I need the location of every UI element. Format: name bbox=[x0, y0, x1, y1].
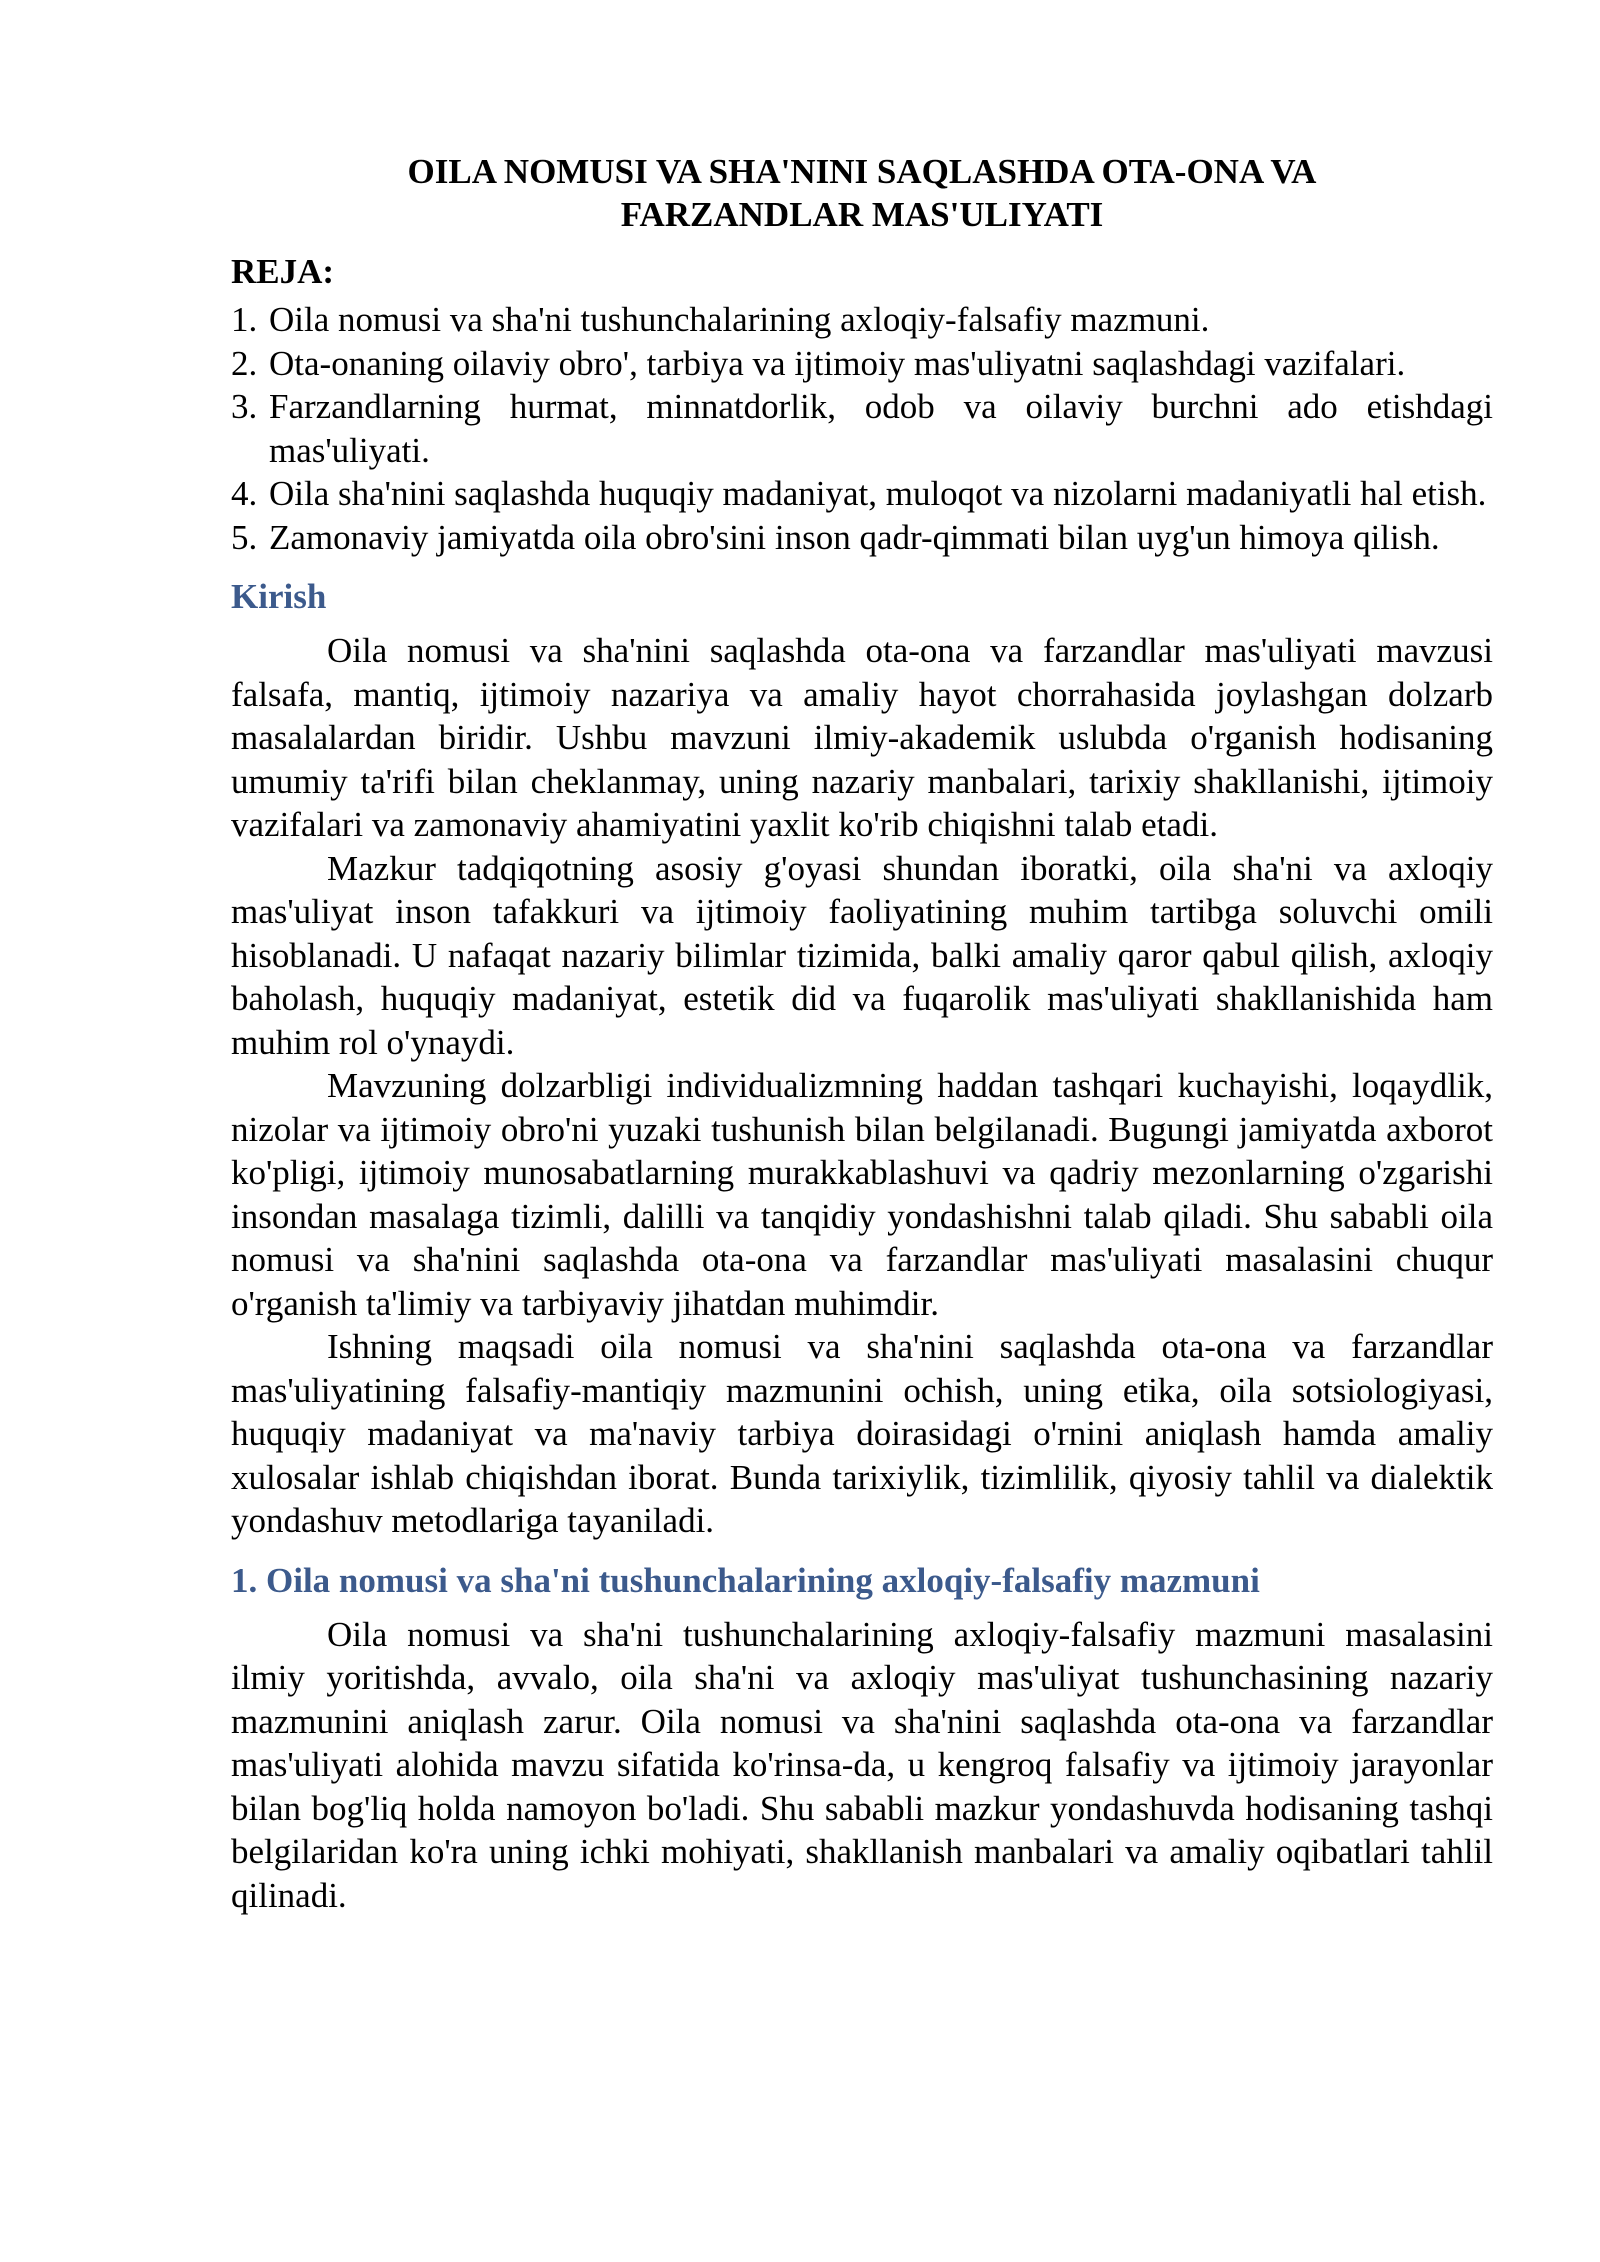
plan-item-text: Oila sha'nini saqlashda huquqiy madaniyat, muloqot va nizolarni madaniyatli hal etish. bbox=[269, 474, 1487, 513]
document-title-line-2: FARZANDLAR MAS'ULIYATI bbox=[620, 195, 1104, 234]
document-page bbox=[231, 150, 1493, 1935]
plan-item-text: Farzandlarning hurmat, minnatdorlik, odob va oilaviy burchni ado etishdagi mas'uliyati. bbox=[269, 387, 1493, 470]
intro-body bbox=[231, 629, 1493, 1543]
section-1-heading: 1. Oila nomusi va sha'ni tushunchalarining axloqiy-falsafiy mazmuni bbox=[231, 1560, 1260, 1600]
plan-item bbox=[231, 385, 1493, 472]
intro-paragraph: Ishning maqsadi oila nomusi va sha'nini saqlashda ota-ona va farzandlar mas'uliyatining falsafiy-mantiqiy mazmunini ochish, uning etika, oila sotsiologiyasi, huquqiy madaniyat va ma'naviy tarbiya doirasidagi o'rnini aniqlash hamda amaliy xulosalar ishlab chiqishdan iborat. Bunda tarixiylik, tizimlilik, qiyosiy tahlil va dialektik yondashuv metodlariga tayaniladi. bbox=[231, 1327, 1493, 1540]
intro-paragraph: Mavzuning dolzarbligi individualizmning haddan tashqari kuchayishi, loqaydlik, nizolar va ijtimoiy obro'ni yuzaki tushunish bilan belgilanadi. Bugungi jamiyatda axborot ko'pligi, ijtimoiy munosabatlarning murakkablashuvi va qadriy mezonlarning o'zgarishi insondan masalaga tizimli, dalilli va tanqidiy yondashishni talab qiladi. Shu sababli oila nomusi va sha'nini saqlashda ota-ona va farzandlar mas'uliyati masalasini chuqur o'rganish ta'limiy va tarbiyaviy jihatdan muhimdir. bbox=[231, 1066, 1493, 1323]
plan-item-text: Ota-onaning oilaviy obro', tarbiya va ijtimoiy mas'uliyatni saqlashdagi vazifalari. bbox=[269, 343, 1406, 383]
section-1-paragraph: Oila nomusi va sha'ni tushunchalarining axloqiy-falsafiy mazmuni masalasini ilmiy yoritishda, avvalo, oila sha'ni va axloqiy mas'uliyat tushunchasining nazariy mazmunini aniqlash zarur. Oila nomusi va sha'nini saqlashda ota-ona va farzandlar mas'uliyati alohida mavzu sifatida ko'rinsa-da, u kengroq falsafiy va ijtimoiy jarayonlar bilan bog'liq holda namoyon bo'ladi. Shu sababli mazkur yondashuvda hodisaning tashqi belgilaridan ko'ra uning ichki mohiyati, shakllanish manbalari va amaliy oqibatlari tahlil qilinadi. bbox=[231, 1614, 1493, 1915]
document-title bbox=[231, 150, 1493, 236]
plan-item-number: 2. bbox=[231, 343, 258, 383]
plan-item-number: 3. bbox=[231, 387, 258, 426]
plan-item-text: Oila nomusi va sha'ni tushunchalarining axloqiy-falsafiy mazmuni. bbox=[269, 300, 1210, 339]
intro-paragraph: Mazkur tadqiqotning asosiy g'oyasi shundan iboratki, oila sha'ni va axloqiy mas'uliyat inson tafakkuri va ijtimoiy faoliyatining muhim tartibga soluvchi omili hisoblanadi. U nafaqat nazariy bilimlar tizimida, balki amaliy qaror qabul qilish, axloqiy baholash, huquqiy madaniyat, estetik did va fuqarolik mas'uliyati shakllanishida ham muhim rol o'ynaydi. bbox=[231, 848, 1493, 1062]
document-title-line-1: OILA NOMUSI VA SHA'NINI SAQLASHDA OTA-ONA VA bbox=[407, 152, 1317, 191]
plan-item bbox=[231, 342, 1493, 386]
plan-item-number: 1. bbox=[231, 300, 258, 339]
plan-item-number: 5. bbox=[231, 517, 258, 557]
intro-paragraph: Oila nomusi va sha'nini saqlashda ota-ona va farzandlar mas'uliyati mavzusi falsafa, mantiq, ijtimoiy nazariya va amaliy hayot chorrahasida joylashgan dolzarb masalalardan biridir. Ushbu mavzuni ilmiy-akademik uslubda o'rganish hodisaning umumiy ta'rifi bilan cheklanmay, uning nazariy manbalari, tarixiy shakllanishi, ijtimoiy vazifalari va zamonaviy ahamiyatini yaxlit ko'rib chiqishni talab etadi. bbox=[231, 631, 1493, 844]
section-1-body bbox=[231, 1613, 1493, 1918]
plan-list bbox=[231, 298, 1493, 559]
plan-heading: REJA: bbox=[231, 252, 335, 291]
plan-item-number: 4. bbox=[231, 474, 258, 513]
plan-item bbox=[231, 472, 1493, 516]
plan-item bbox=[231, 516, 1493, 560]
plan-item bbox=[231, 298, 1493, 342]
plan-item-text: Zamonaviy jamiyatda oila obro'sini inson qadr-qimmati bilan uyg'un himoya qilish. bbox=[269, 517, 1440, 557]
intro-heading: Kirish bbox=[231, 577, 327, 616]
